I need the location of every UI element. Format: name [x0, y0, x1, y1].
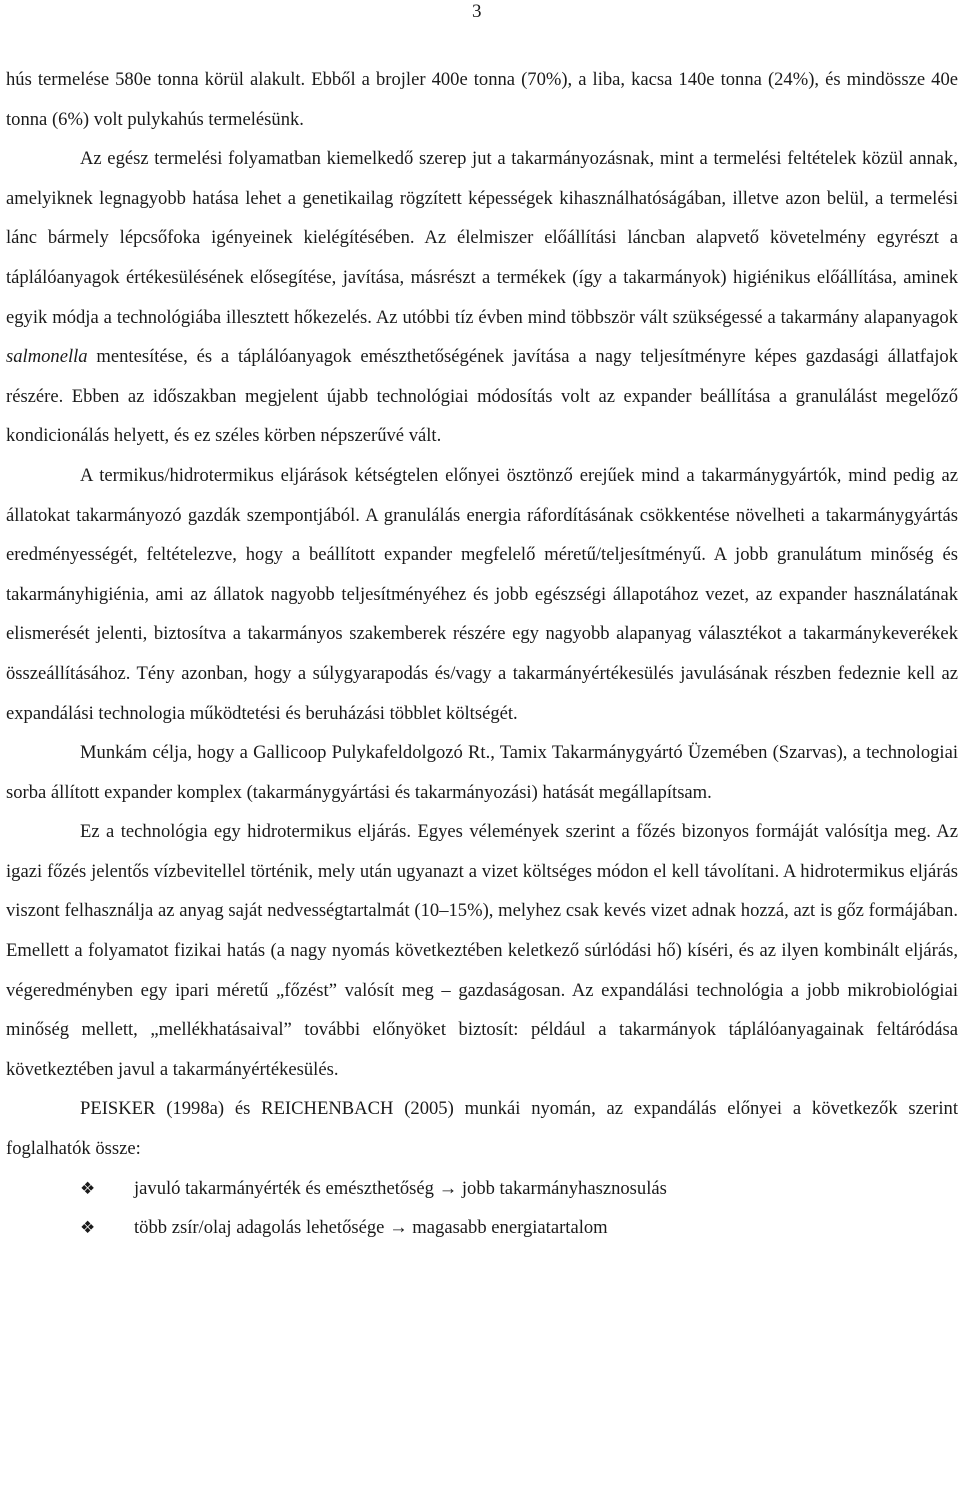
text-run: Az egész termelési folyamatban kiemelkedő szerep jut a takarmányozásnak, mint a termelési feltételek közül annak, amelyiknek legnagyobb hatása lehet a genetikailag rögzített képességek kihasználhatóságában, illetve azon belül, a termelési lánc bármely lépcsőfoka igényeinek kielégítésében. Az élelmiszer előállítási láncban alapvető követelmény egyrészt a táplálóanyagok értékesülésének elősegítése, javítása, másrészt a termékek (így a takarmányok) higiénikus előállítása, aminek egyik módja a technológiába illesztett hőkezelés. Az utóbbi tíz évben mind többször vált szükségessé a takarmány alapanyagok [6, 148, 958, 328]
bullet-item [6, 1208, 958, 1248]
text-run: Ez a technológia egy hidrotermikus eljárás. Egyes vélemények szerint a főzés bizonyos formáját valósítja meg. Az igazi főzés jelentős vízbevitellel történik, mely után ugyanazt a vizet költséges módon el kell távolítani. A hidrotermikus eljárás viszont felhasználja az anyag saját nedvességtartalmát (10–15%), melyhez csak kevés vizet adnak hozzá, azt is gőz formájában. Emellett a folyamatot fizikai hatás (a nagy nyomás következtében keletkező súrlódási hő) kíséri, és az ilyen kombinált eljárás, végeredményben egy ipari méretű „főzést” valósít meg – gazdaságosan. Az expandálási technológia a jobb mikrobiológiai minőség mellett, „mellékhatásaival” további előnyöket biztosít: például a takarmányok táplálóanyagainak feltáródása következtében javul a takarmányértékesülés. [6, 821, 958, 1080]
bullet-list [6, 1169, 958, 1248]
text-run: PEISKER (1998a) és REICHENBACH (2005) munkái nyomán, az expandálás előnyei a következők szerint foglalhatók össze: [6, 1098, 958, 1160]
bullet-item [6, 1169, 958, 1209]
diamond-bullet-icon: ❖ [80, 1218, 96, 1239]
paragraph-p6 [6, 1089, 958, 1168]
page-number: 3 [472, 1, 482, 22]
italic-term: salmonella [6, 346, 88, 368]
text-run: Munkám célja, hogy a Gallicoop Pulykafeldolgozó Rt., Tamix Takarmánygyártó Üzemében (Szarvas), a technologiai sorba állított expander komplex (takarmánygyártási és takarmányozási) hatását megállapítsam. [6, 742, 958, 803]
text-run: mentesítése, és a táplálóanyagok emészthetőségének javítása a nagy teljesítményre képes gazdasági állatfajok részére. Ebben az időszakban megjelent újabb technológiai módosítás volt az expander beállítása a granulálást megelőző kondicionálás helyett, és ez széles körben népszerűvé vált. [6, 346, 958, 447]
diamond-bullet-icon: ❖ [80, 1178, 96, 1199]
text-run: A termikus/hidrotermikus eljárások kétségtelen előnyei ösztönző erejűek mind a takarmánygyártók, mind pedig az állatokat takarmányozó gazdák szempontjából. A granulálás energia ráfordításának csökkentése növelheti a takarmánygyártás eredményességét, feltételezve, hogy a beállított expander megfelelő méretű/teljesítményű. A jobb granulátum minőség és takarmányhigiénia, ami az állatok nagyobb teljesítményéhez és jobb egészségi állapotához vezet, az expander használatának elismerését jelenti, biztosítva a takarmányos szakemberek részére egy nagyobb alapanyag választékot a takarmánykeverékek összeállításához. Tény azonban, hogy a súlygyarapodás és/vagy a takarmányértékesülés javulásának részben fedeznie kell az expandálási technologia működtetési és beruházási többlet költségét. [6, 464, 958, 724]
text-run: hús termelése 580e tonna körül alakult. Ebből a brojler 400e tonna (70%), a liba, kacsa 140e tonna (24%), és mindössze 40e tonna (6%) volt pulykahús termelésünk. [6, 69, 958, 130]
bullet-text: több zsír/olaj adagolás lehetősége → magasabb energiatartalom [134, 1217, 608, 1239]
paragraph-p2 [6, 139, 958, 456]
paragraph-p4 [6, 733, 958, 812]
paragraph-p3 [6, 456, 958, 733]
paragraphs [6, 60, 958, 1169]
bullet-text: javuló takarmányérték és emészthetőség → jobb takarmányhasznosulás [134, 1177, 667, 1199]
paragraph-p1 [6, 60, 958, 139]
body-text [6, 60, 958, 1248]
paragraph-p5 [6, 812, 958, 1089]
